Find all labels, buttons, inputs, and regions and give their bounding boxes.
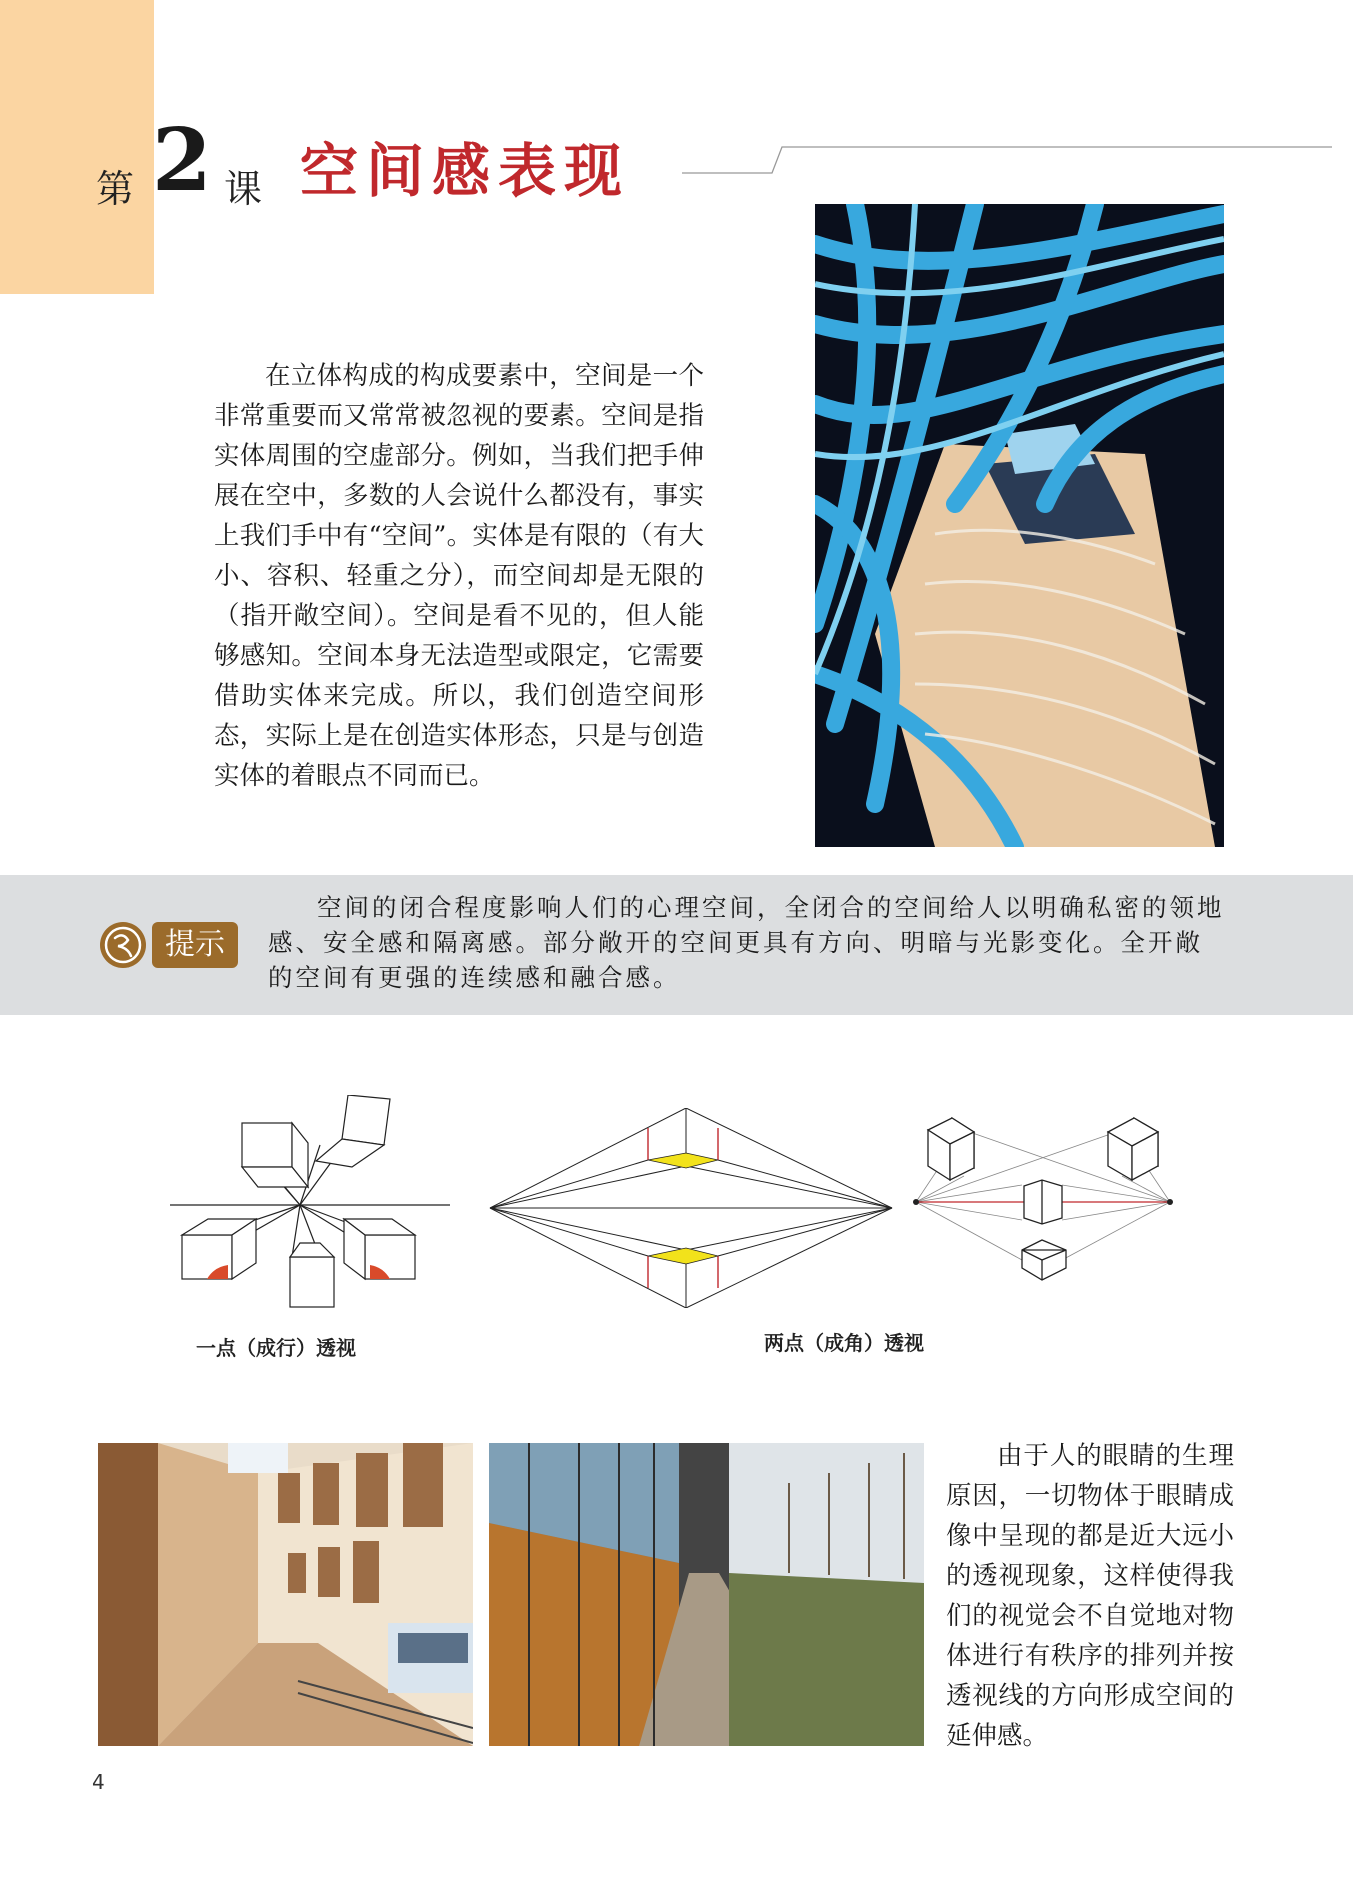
- lesson-title: 空间感表现: [300, 137, 631, 205]
- two-point-perspective-diagram-a: [488, 1108, 896, 1308]
- tip-label: 提示: [152, 922, 238, 968]
- one-point-perspective-diagram: [170, 1095, 450, 1315]
- two-point-perspective-diagram-b: [912, 1110, 1174, 1295]
- intro-paragraph: 在立体构成的构成要素中，空间是一个非常重要而又常常被忽视的要素。空间是指实体周围的空虚部分。例如，当我们把手伸展在空中，多数的人会说什么都没有，事实上我们手中有“空间”。实体是有限的（有大小、容积、轻重之分），而空间却是无限的（指开敞空间）。空间是看不见的，但人能够感知。空间本身无法造型或限定，它需要借助实体来完成。所以，我们创造空间形态，实际上是在创造实体形态，只是与创造实体的着眼点不同而已。: [214, 361, 704, 791]
- lesson-number: 2: [152, 110, 212, 211]
- page-number: 4: [92, 1770, 105, 1794]
- lesson-prefix: 第: [96, 167, 135, 211]
- tip-icon: [98, 920, 148, 970]
- tip-text: 空间的闭合程度影响人们的心理空间，全闭合的空间给人以明确私密的领地感、安全感和隔离感。部分敞开的空间更具有方向、明暗与光影变化。全开敞的空间有更强的连续感和融合感。: [268, 893, 1225, 992]
- title-rule-line: [682, 140, 1332, 180]
- chapter-tab-block: [0, 0, 154, 294]
- tip-badge: [98, 920, 238, 970]
- glass-corridor-photo: [489, 1443, 924, 1746]
- side-paragraph: 由于人的眼睛的生理原因，一切物体于眼睛成像中呈现的都是近大远小的透视现象，这样使得我们的视觉会不自觉地对物体进行有秩序的排列并按透视线的方向形成空间的延伸感。: [946, 1441, 1234, 1751]
- two-point-perspective-caption: 两点（成角）透视: [764, 1331, 924, 1355]
- architecture-photo-atrium: [815, 204, 1224, 847]
- corridor-photo: [98, 1443, 473, 1746]
- lesson-suffix: 课: [224, 167, 263, 211]
- one-point-perspective-caption: 一点（成行）透视: [196, 1336, 356, 1360]
